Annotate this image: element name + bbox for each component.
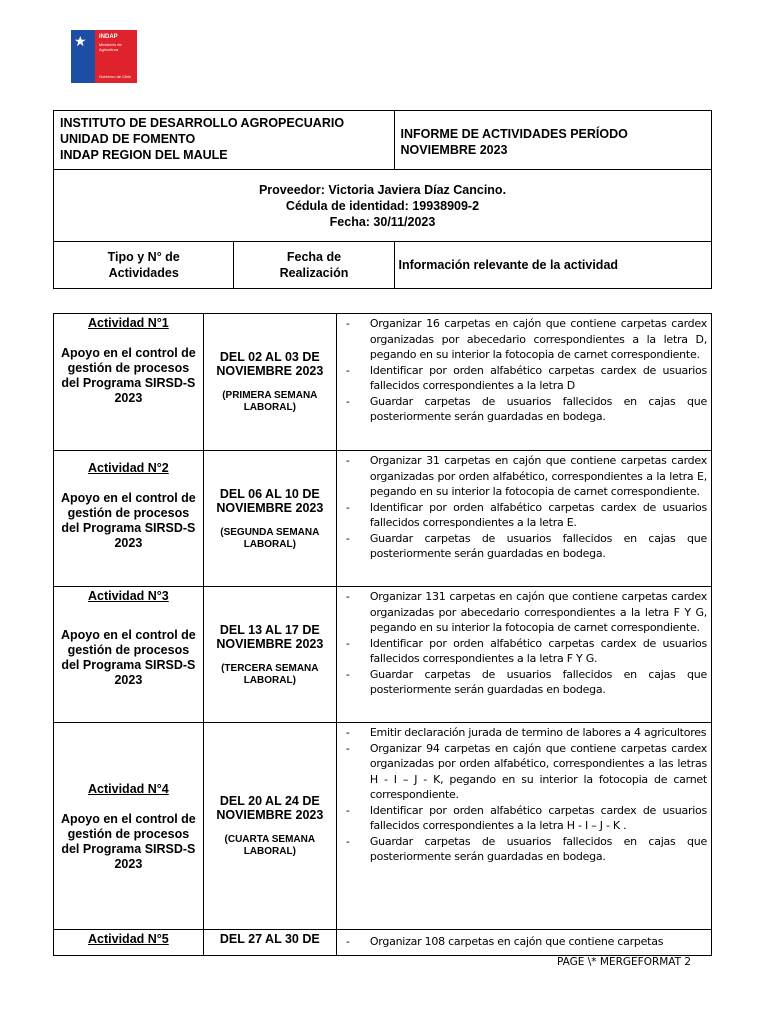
activity-type-cell [54,930,204,956]
activity-row [54,314,712,451]
org-line: INSTITUTO DE DESARROLLO AGROPECUARIO [60,116,345,130]
column-header-type [54,242,234,289]
activity-description: Apoyo en el control de gestión de procesos del Programa SIRSD-S 2023 [61,491,196,550]
task-list [337,316,707,425]
activity-row [54,723,712,930]
activity-title: Actividad N°1 [88,316,169,330]
logo-red-panel [95,30,137,83]
task-item: - Guardar carpetas de usuarios fallecidos en cajas que posteriormente serán guardadas en bodega. [337,667,707,698]
logo-text-4: Gobierno de Chile [99,74,132,79]
activity-type-cell [54,451,204,587]
task-item: - Organizar 16 carpetas en cajón que contiene carpetas cardex organizadas por abecedario correspondientes a la letra D, pegando en su interior la fotocopia de carnet correspondiente. [337,316,707,363]
task-list [337,934,707,950]
provider-id: Cédula de identidad: 19938909-2 [285,198,480,213]
activity-date-cell [203,451,336,587]
task-item: - Guardar carpetas de usuarios fallecidos en cajas que posteriormente serán guardadas en bodega. [337,394,707,425]
task-item: - Identificar por orden alfabético carpetas cardex de usuarios fallecidos correspondientes a la letra F Y G. [337,636,707,667]
activities-table [53,313,712,956]
logo-text-3: Agricultura [99,47,119,52]
activity-date: DEL 13 AL 17 DE NOVIEMBRE 2023 [216,622,324,651]
task-item: - Guardar carpetas de usuarios fallecidos en cajas que posteriormente serán guardadas en bodega. [337,531,707,562]
column-header-line: Realización [279,266,349,280]
column-header-info [394,242,711,289]
task-item: - Identificar por orden alfabético carpetas cardex de usuarios fallecidos correspondientes a la letra E. [337,500,707,531]
provider-cell [54,170,712,242]
activity-title: Actividad N°2 [88,461,169,475]
activity-info-cell [336,930,711,956]
org-line: UNIDAD DE FOMENTO [60,132,196,146]
report-date: Fecha: 30/11/2023 [329,214,436,229]
column-header-line: Fecha de [286,250,342,264]
activity-type-cell [54,314,204,451]
report-title-line: INFORME DE ACTIVIDADES PERÍODO [400,127,628,141]
task-list [337,589,707,698]
activity-type-cell [54,587,204,723]
star-icon: ★ [74,33,87,49]
activity-description: Apoyo en el control de gestión de procesos del Programa SIRSD-S 2023 [61,346,196,405]
activity-description: Apoyo en el control de gestión de procesos del Programa SIRSD-S 2023 [61,812,196,871]
activity-row [54,587,712,723]
activity-date: DEL 20 AL 24 DE NOVIEMBRE 2023 [216,794,324,822]
activity-date-cell [203,314,336,451]
task-list [337,725,707,865]
page-footer: PAGE \* MERGEFORMAT 2 [557,956,692,968]
activity-week: (TERCERA SEMANA LABORAL) [221,662,319,686]
activity-date: DEL 27 AL 30 DE [219,932,320,946]
provider-name: Proveedor: Victoria Javiera Díaz Cancino. [258,182,507,197]
column-header-date [234,242,394,289]
org-line: INDAP REGION DEL MAULE [60,148,228,162]
activity-week: (SEGUNDA SEMANA LABORAL) [220,526,320,550]
task-item: - Identificar por orden alfabético carpetas cardex de usuarios fallecidos correspondientes a la letra H - I – J - K . [337,803,707,834]
activity-title: Actividad N°3 [88,589,169,603]
task-item: - Organizar 31 carpetas en cajón que contiene carpetas cardex organizadas por orden alfabético, correspondientes a la letra E, pegando en su interior la fotocopia de carnet correspondiente. [337,453,707,500]
task-item: - Organizar 131 carpetas en cajón que contiene carpetas cardex organizadas por abecedario correspondientes a la letra F Y G, pegando en su interior la fotocopia de carnet correspondiente. [337,589,707,636]
logo-text-1: INDAP [99,34,118,40]
task-item: - Guardar carpetas de usuarios fallecidos en cajas que posteriormente serán guardadas en bodega. [337,834,707,865]
logo-blue-panel [71,30,95,83]
activity-description: Apoyo en el control de gestión de procesos del Programa SIRSD-S 2023 [61,628,196,687]
activity-date: DEL 02 AL 03 DE NOVIEMBRE 2023 [216,350,324,378]
column-header-line: Información relevante de la actividad [398,258,619,272]
report-title-line: NOVIEMBRE 2023 [400,143,508,157]
activity-info-cell [336,314,711,451]
task-item: - Organizar 94 carpetas en cajón que contiene carpetas cardex organizadas por orden alfabético, correspondientes a las letras H - I – J - K, pegando en su interior la fotocopia de carnet correspondiente. [337,741,707,803]
column-header-line: Tipo y N° de [107,250,180,264]
task-item: - Emitir declaración jurada de termino de labores a 4 agricultores [337,725,707,741]
column-header-line: Actividades [108,266,179,280]
activity-info-cell [336,723,711,930]
activity-title: Actividad N°4 [88,782,169,796]
organization-cell [54,111,395,170]
activity-row [54,930,712,956]
logo-text-2: Ministerio de [99,42,122,47]
activity-info-cell [336,587,711,723]
indap-logo [71,30,137,83]
task-list [337,453,707,562]
report-title-cell [394,111,711,170]
activity-week: (PRIMERA SEMANA LABORAL) [222,390,318,413]
task-item: - Organizar 108 carpetas en cajón que contiene carpetas [337,934,707,950]
activity-date-cell [203,587,336,723]
activity-week: (CUARTA SEMANA LABORAL) [224,834,316,857]
activity-date-cell [203,930,336,956]
activity-type-cell [54,723,204,930]
activity-title: Actividad N°5 [88,932,169,946]
header-table [53,110,712,289]
task-item: - Identificar por orden alfabético carpetas cardex de usuarios fallecidos correspondientes a la letra D [337,363,707,394]
activity-info-cell [336,451,711,587]
activity-row [54,451,712,587]
activity-date: DEL 06 AL 10 DE NOVIEMBRE 2023 [216,486,324,515]
activity-date-cell [203,723,336,930]
